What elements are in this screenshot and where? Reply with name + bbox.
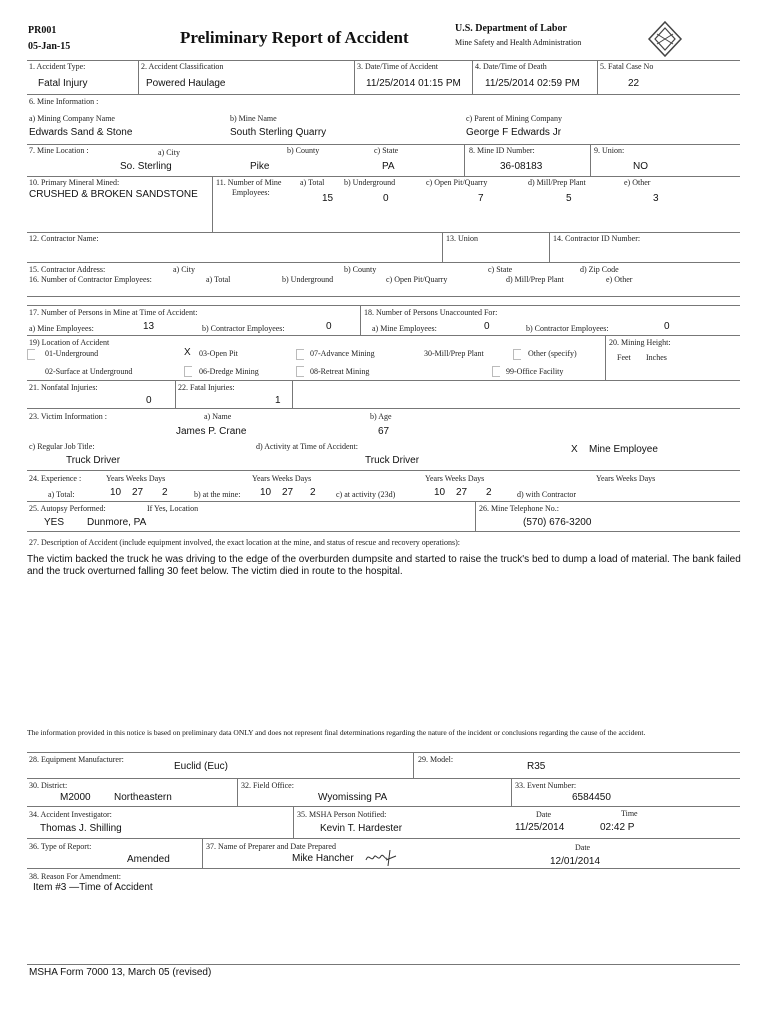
field-office-label: 32. Field Office: — [241, 781, 294, 790]
other-value: 3 — [653, 193, 659, 204]
mine-employees-label: 11. Number of Mine — [216, 178, 282, 187]
open-pit-label: c) Open Pit/Quarry — [426, 178, 488, 187]
report-type-value: Amended — [127, 854, 170, 865]
other-location-option: Other (specify) — [528, 349, 577, 358]
activity-label: d) Activity at Time of Accident: — [256, 442, 358, 451]
exp-contractor-label: d) with Contractor — [517, 490, 577, 499]
accident-classification-label: 2. Accident Classification — [141, 62, 224, 71]
victim-age-label: b) Age — [370, 412, 392, 421]
report-type-label: 36. Type of Report: — [29, 842, 92, 851]
autopsy-location-value: Dunmore, PA — [87, 517, 147, 528]
mining-company-value: Edwards Sand & Stone — [29, 127, 133, 138]
mine-id-label: 8. Mine ID Number: — [469, 146, 535, 155]
contractor-mill-label: d) Mill/Prep Plant — [506, 275, 564, 284]
mine-employee-option: Mine Employee — [589, 444, 658, 455]
feet-label: Feet — [617, 353, 631, 362]
open-pit-value: 7 — [478, 193, 484, 204]
model-label: 29. Model: — [418, 755, 454, 764]
open-pit-option: 03-Open Pit — [199, 349, 238, 358]
prepared-date-label: Date — [575, 843, 591, 852]
mill-prep-label: d) Mill/Prep Plant — [528, 178, 586, 187]
underground-label: b) Underground — [344, 178, 396, 187]
exp-mine-years: 10 — [260, 487, 272, 498]
contractor-other-label: e) Other — [606, 275, 633, 284]
advance-option: 07-Advance Mining — [310, 349, 375, 358]
parent-company-label: c) Parent of Mining Company — [466, 114, 562, 123]
retreat-checkbox — [296, 366, 304, 377]
contractor-underground-label: b) Underground — [282, 275, 334, 284]
exp-header-activity: Years Weeks Days — [425, 474, 485, 483]
other-location-checkbox — [513, 349, 521, 360]
contractor-in-mine-value: 0 — [326, 321, 332, 332]
contractor-employees-label: 16. Number of Contractor Employees: — [29, 275, 152, 284]
unaccounted-contractor-label: b) Contractor Employees: — [526, 324, 609, 333]
equipment-manufacturer-label: 28. Equipment Manufacturer: — [29, 755, 124, 764]
person-notified-label: 35. MSHA Person Notified: — [297, 810, 387, 819]
total-value: 15 — [322, 193, 334, 204]
agency-name: U.S. Department of Labor — [455, 23, 567, 34]
exp-total-days: 2 — [162, 487, 168, 498]
retreat-option: 08-Retreat Mining — [310, 367, 370, 376]
dredge-checkbox — [184, 366, 192, 377]
mill-prep-value: 5 — [566, 193, 572, 204]
page-title: Preliminary Report of Accident — [180, 28, 409, 47]
fatal-case-label: 5. Fatal Case No — [600, 62, 654, 71]
other-label: e) Other — [624, 178, 651, 187]
office-checkbox — [492, 366, 500, 377]
unaccounted-mine-label: a) Mine Employees: — [372, 324, 437, 333]
exp-header-contractor: Years Weeks Days — [596, 474, 656, 483]
parent-company-value: George F Edwards Jr — [466, 127, 562, 138]
amendment-reason-label: 38. Reason For Amendment: — [29, 872, 121, 881]
contractor-union-label: 13. Union — [446, 234, 478, 243]
mine-employees-in-mine-label: a) Mine Employees: — [29, 324, 94, 333]
notified-date-label: Date — [536, 810, 552, 819]
mine-employees-in-mine-value: 13 — [143, 321, 155, 332]
preparer-value: Mike Hancher — [292, 853, 354, 864]
investigator-label: 34. Accident Investigator: — [29, 810, 112, 819]
signature-initials — [364, 848, 404, 868]
form-code: PR001 — [28, 25, 57, 36]
contractor-address-label: 15. Contractor Address: — [29, 265, 106, 274]
exp-header-total: Years Weeks Days — [106, 474, 166, 483]
city-label: a) City — [158, 148, 180, 157]
notified-time-value: 02:42 P — [600, 822, 635, 833]
primary-mineral-label: 10. Primary Mineral Mined: — [29, 178, 120, 187]
mine-employees-label-2: Employees: — [232, 188, 270, 197]
exp-activity-days: 2 — [486, 487, 492, 498]
district-code-value: M2000 — [60, 792, 91, 803]
exp-activity-label: c) at activity (23d) — [336, 490, 396, 499]
accident-datetime-value: 11/25/2014 01:15 PM — [366, 78, 461, 89]
contractor-city-label: a) City — [173, 265, 195, 274]
surface-underground-option: 02-Surface at Underground — [45, 367, 133, 376]
inches-label: Inches — [646, 353, 667, 362]
contractor-id-label: 14. Contractor ID Number: — [553, 234, 641, 243]
death-datetime-value: 11/25/2014 02:59 PM — [485, 78, 580, 89]
district-label: 30. District: — [29, 781, 68, 790]
mine-info-label: 6. Mine Information : — [29, 97, 99, 106]
field-office-value: Wyomissing PA — [318, 792, 388, 803]
victim-info-label: 23. Victim Information : — [29, 412, 108, 421]
nonfatal-injuries-label: 21. Nonfatal Injuries: — [29, 383, 98, 392]
equipment-manufacturer-value: Euclid (Euc) — [174, 761, 228, 772]
job-title-value: Truck Driver — [66, 455, 121, 466]
mill-prep-option: 30-Mill/Prep Plant — [424, 349, 484, 358]
mine-employee-mark: X — [571, 444, 578, 455]
activity-value: Truck Driver — [365, 455, 420, 466]
contractor-open-pit-label: c) Open Pit/Quarry — [386, 275, 448, 284]
exp-activity-weeks: 27 — [456, 487, 468, 498]
mining-height-label: 20. Mining Height: — [609, 338, 671, 347]
advance-checkbox — [296, 349, 304, 360]
primary-mineral-value: CRUSHED & BROKEN SANDSTONE — [29, 189, 198, 200]
exp-mine-label: b) at the mine: — [194, 490, 241, 499]
unaccounted-contractor-value: 0 — [664, 321, 670, 332]
victim-name-value: James P. Crane — [176, 426, 247, 437]
autopsy-location-label: If Yes, Location — [147, 504, 199, 513]
county-value: Pike — [250, 161, 270, 172]
prepared-date-value: 12/01/2014 — [550, 856, 601, 867]
county-label: b) County — [287, 146, 320, 155]
unaccounted-label: 18. Number of Persons Unaccounted For: — [364, 308, 498, 317]
accident-description: The victim backed the truck he was driving to the edge of the overburden dumpsite and started to raise the truck's bed to dump a load of material. The bank failed and the truck overturned falling 30 feet below. The victim died in route to the hospital. — [27, 554, 741, 577]
mine-name-label: b) Mine Name — [230, 114, 277, 123]
accident-classification-value: Powered Haulage — [146, 78, 226, 89]
notified-date-value: 11/25/2014 — [515, 822, 565, 833]
contractor-name-label: 12. Contractor Name: — [29, 234, 99, 243]
preparer-label: 37. Name of Preparer and Date Prepared — [206, 842, 336, 851]
mine-telephone-value: (570) 676-3200 — [523, 517, 592, 528]
mine-telephone-label: 26. Mine Telephone No.: — [479, 504, 559, 513]
description-label: 27. Description of Accident (include equipment involved, the exact location at the mine, and status of rescue and recovery operations): — [29, 538, 460, 547]
exp-header-mine: Years Weeks Days — [252, 474, 312, 483]
agency-subtitle: Mine Safety and Health Administration — [455, 38, 582, 47]
fatal-case-value: 22 — [628, 78, 640, 89]
victim-age-value: 67 — [378, 426, 390, 437]
accident-type-label: 1. Accident Type: — [29, 62, 86, 71]
nonfatal-injuries-value: 0 — [146, 395, 152, 406]
mine-id-value: 36-08183 — [500, 161, 543, 172]
fatal-injuries-value: 1 — [275, 395, 281, 406]
mining-company-label: a) Mining Company Name — [29, 114, 115, 123]
union-label: 9. Union: — [594, 146, 625, 155]
union-value: NO — [633, 161, 648, 172]
amendment-reason-value: Item #3 —Time of Accident — [33, 882, 153, 893]
experience-label: 24. Experience : — [29, 474, 82, 483]
event-number-value: 6584450 — [572, 792, 611, 803]
accident-type-value: Fatal Injury — [38, 78, 88, 89]
underground-checkbox — [27, 349, 35, 360]
notified-time-label: Time — [621, 809, 638, 818]
contractor-county-label: b) County — [344, 265, 377, 274]
contractor-total-label: a) Total — [206, 275, 231, 284]
form-footer: MSHA Form 7000 13, March 05 (revised) — [29, 967, 212, 978]
mine-location-label: 7. Mine Location : — [29, 146, 89, 155]
state-value: PA — [382, 161, 395, 172]
exp-total-label: a) Total: — [48, 490, 75, 499]
preliminary-notice: The information provided in this notice is based on preliminary data ONLY and does not represent final determinations regarding the nature of the incident or conclusions regarding the cause of the accident. — [27, 728, 646, 737]
investigator-value: Thomas J. Shilling — [40, 823, 122, 834]
total-label: a) Total — [300, 178, 325, 187]
underground-value: 0 — [383, 193, 389, 204]
office-option: 99-Office Facility — [506, 367, 564, 376]
event-number-label: 33. Event Number: — [515, 781, 577, 790]
location-of-accident-label: 19) Location of Accident — [29, 338, 110, 347]
person-notified-value: Kevin T. Hardester — [320, 823, 403, 834]
model-value: R35 — [527, 761, 546, 772]
report-date: 05-Jan-15 — [28, 41, 71, 52]
contractor-in-mine-label: b) Contractor Employees: — [202, 324, 285, 333]
dredge-option: 06-Dredge Mining — [199, 367, 259, 376]
exp-total-years: 10 — [110, 487, 122, 498]
exp-activity-years: 10 — [434, 487, 446, 498]
open-pit-mark: X — [184, 347, 191, 358]
exp-mine-weeks: 27 — [282, 487, 294, 498]
victim-name-label: a) Name — [204, 412, 232, 421]
contractor-state-label: c) State — [488, 265, 513, 274]
underground-option: 01-Underground — [45, 349, 99, 358]
dol-seal-icon — [647, 20, 683, 58]
exp-mine-days: 2 — [310, 487, 316, 498]
job-title-label: c) Regular Job Title: — [29, 442, 95, 451]
contractor-zip-label: d) Zip Code — [580, 265, 619, 274]
city-value: So. Sterling — [120, 161, 172, 172]
autopsy-label: 25. Autopsy Performed: — [29, 504, 106, 513]
state-label: c) State — [374, 146, 399, 155]
unaccounted-mine-value: 0 — [484, 321, 490, 332]
fatal-injuries-label: 22. Fatal Injuries: — [178, 383, 235, 392]
mine-name-value: South Sterling Quarry — [230, 127, 327, 138]
persons-in-mine-label: 17. Number of Persons in Mine at Time of Accident: — [29, 308, 198, 317]
death-datetime-label: 4. Date/Time of Death — [475, 62, 547, 71]
exp-total-weeks: 27 — [132, 487, 144, 498]
district-name-value: Northeastern — [114, 792, 172, 803]
autopsy-value: YES — [44, 517, 65, 528]
accident-datetime-label: 3. Date/Time of Accident — [357, 62, 439, 71]
